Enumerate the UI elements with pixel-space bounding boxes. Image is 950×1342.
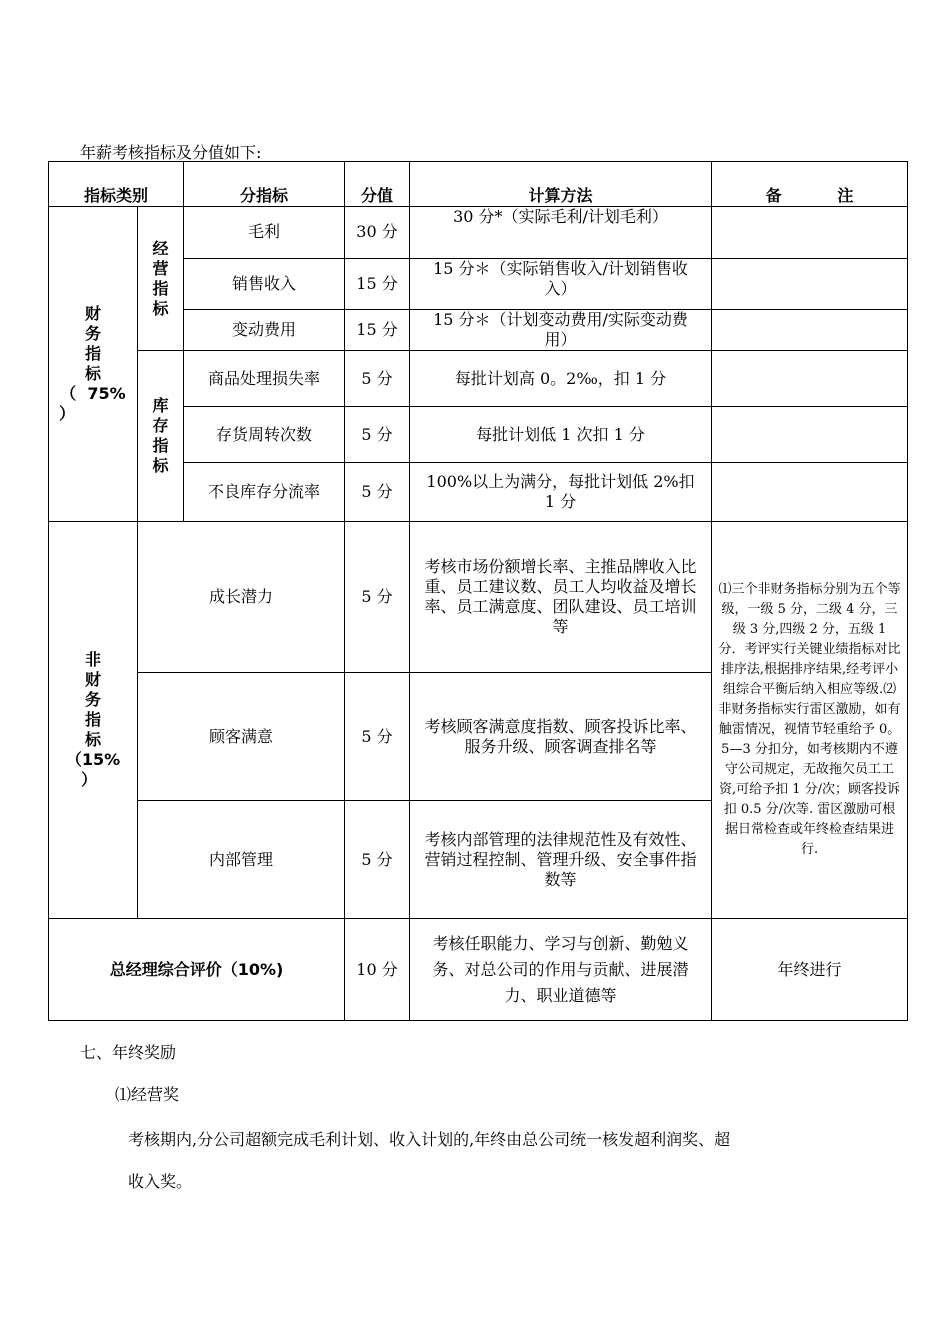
gm-score: 10 分	[345, 919, 410, 1021]
indicator-remark	[712, 310, 908, 351]
indicator-name: 商品处理损失率	[184, 351, 345, 407]
indicator-method: 30 分*（实际毛利/计划毛利）	[410, 207, 712, 259]
indicator-score: 15 分	[345, 259, 410, 310]
nonfinancial-remark: ⑴三个非财务指标分别为五个等级，一级 5 分，二级 4 分，三级 3 分,四级 2 分，五级 1 分．考评实行关键业绩指标对比排序法,根据排序结果,经考评小组综合平衡后纳入相应等级.⑵非财务指标实行雷区激励，如有触雷情况，视情节轻重给予 0。5—3 分扣分，如考核期内不遵守公司规定，无故拖欠员工工资,可给予扣 1 分/次；顾客投诉扣 0.5 分/次等. 雷区激励可根据日常检查或年终检查结果进行.	[712, 522, 908, 919]
table-row	[49, 919, 908, 1021]
header-category: 指标类别	[49, 162, 184, 207]
intro-text: 年薪考核指标及分值如下:	[80, 143, 262, 162]
indicator-name: 销售收入	[184, 259, 345, 310]
header-sub-indicator: 分指标	[184, 162, 345, 207]
indicator-name: 变动费用	[184, 310, 345, 351]
indicator-method: 考核市场份额增长率、主推品牌收入比重、员工建议数、员工人均收益及增长率、员工满意度、团队建设、员工培训等	[410, 522, 712, 673]
indicator-name: 成长潜力	[138, 522, 345, 673]
indicator-remark	[712, 407, 908, 463]
header-score: 分值	[345, 162, 410, 207]
indicator-name: 存货周转次数	[184, 407, 345, 463]
indicator-method: 考核顾客满意度指数、顾客投诉比率、服务升级、顾客调查排名等	[410, 673, 712, 801]
table-row	[49, 522, 908, 673]
indicator-score: 5 分	[345, 673, 410, 801]
financial-category-label: 财 务 指 标 （ 75% ）	[49, 207, 138, 522]
indicator-method: 15 分＊（计划变动费用/实际变动费用）	[410, 310, 712, 351]
header-remark: 备 注	[712, 162, 908, 207]
indicator-remark	[712, 259, 908, 310]
indicator-remark	[712, 463, 908, 522]
table-row	[49, 207, 908, 259]
indicator-score: 5 分	[345, 407, 410, 463]
gm-method: 考核任职能力、学习与创新、勤勉义务、对总公司的作用与贡献、进展潜力、职业道德等	[410, 919, 712, 1021]
section-title: 七、年终奖励	[80, 1043, 177, 1062]
paragraph-line-1: 考核期内,分公司超额完成毛利计划、收入计划的,年终由总公司统一核发超利润奖、超	[128, 1130, 731, 1149]
inventory-subcategory-label: 库 存 指 标	[138, 351, 184, 522]
indicator-name: 不良库存分流率	[184, 463, 345, 522]
indicator-score: 15 分	[345, 310, 410, 351]
operating-subcategory-label: 经 营 指 标	[138, 207, 184, 351]
table-row	[49, 351, 908, 407]
indicator-method: 15 分＊（实际销售收入/计划销售收入）	[410, 259, 712, 310]
indicator-remark	[712, 351, 908, 407]
indicator-name: 顾客满意	[138, 673, 345, 801]
indicator-score: 30 分	[345, 207, 410, 259]
gm-evaluation-label: 总经理综合评价（10%)	[49, 919, 345, 1021]
indicator-remark	[712, 207, 908, 259]
indicator-method: 考核内部管理的法律规范性及有效性、营销过程控制、管理升级、安全事件指数等	[410, 801, 712, 919]
indicator-score: 5 分	[345, 463, 410, 522]
assessment-table	[48, 161, 908, 1021]
table-header-row	[49, 162, 908, 207]
paragraph-line-2: 收入奖。	[128, 1172, 193, 1191]
gm-remark: 年终进行	[712, 919, 908, 1021]
nonfinancial-category-label: 非 财 务 指 标 （15% ）	[49, 522, 138, 919]
indicator-score: 5 分	[345, 801, 410, 919]
indicator-method: 每批计划高 0。2‰，扣 1 分	[410, 351, 712, 407]
indicator-method: 每批计划低 1 次扣 1 分	[410, 407, 712, 463]
indicator-method: 100%以上为满分，每批计划低 2%扣 1 分	[410, 463, 712, 522]
indicator-score: 5 分	[345, 522, 410, 673]
subsection-title: ⑴经营奖	[115, 1085, 180, 1104]
indicator-score: 5 分	[345, 351, 410, 407]
header-method: 计算方法	[410, 162, 712, 207]
indicator-name: 内部管理	[138, 801, 345, 919]
indicator-name: 毛利	[184, 207, 345, 259]
